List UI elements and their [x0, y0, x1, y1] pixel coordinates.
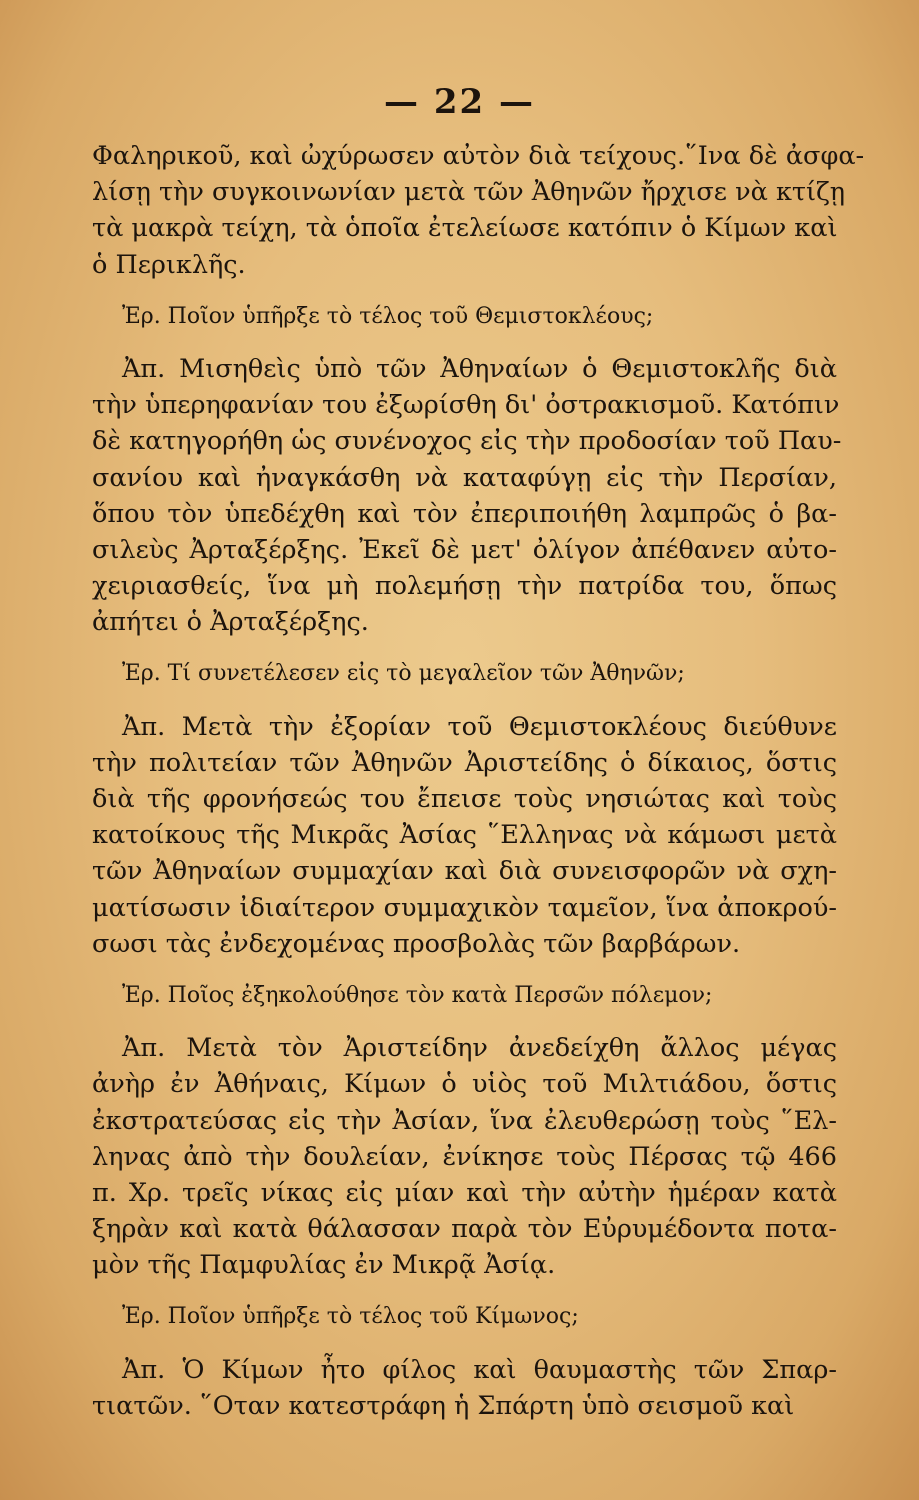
page-number: — 22 —	[384, 82, 535, 122]
text-line: ὅπου τὸν ὑπεδέχθη καὶ τὸν ἐπεριποιήθη λαμπρῶς ὁ βα-	[92, 498, 837, 529]
text-line: Ἀπ. Μισηθεὶς ὑπὸ τῶν Ἀθηναίων ὁ Θεμιστοκλῆς διὰ	[122, 353, 837, 384]
text-line: τὰ μακρὰ τείχη, τὰ ὁποῖα ἐτελείωσε κατόπιν ὁ Κίμων καὶ	[92, 213, 838, 244]
text-line: τιατῶν. ῞Οταν κατεστράφη ἡ Σπάρτη ὑπὸ σεισμοῦ καὶ	[92, 1390, 795, 1421]
question-paragraph	[92, 656, 837, 692]
text-line: κατοίκους τῆς Μικρᾶς Ἀσίας ῞Ελληνας νὰ κάμωσι μετὰ	[92, 820, 837, 851]
text-line: σιλεὺς Ἀρταξέρξης. Ἐκεῖ δὲ μετ' ὀλίγον ἀπέθανεν αὐτο-	[92, 534, 837, 565]
text-line: διὰ τῆς φρονήσεώς του ἔπεισε τοὺς νησιώτας καὶ τοὺς	[92, 784, 837, 814]
text-line: τῶν Ἀθηναίων συμμαχίαν καὶ διὰ συνεισφορῶν νὰ σχη-	[92, 856, 837, 887]
text-line: Ἀπ. Μετὰ τὸν Ἀριστείδην ἀνεδείχθη ἄλλος μέγας	[122, 1033, 837, 1064]
text-line: ἀπήτει ὁ Ἀρταξέρξης.	[92, 607, 369, 638]
text-line: Ἐρ. Ποῖον ὑπῆρξε τὸ τέλος τοῦ Θεμιστοκλέους;	[122, 303, 654, 329]
text-line: τὴν πολιτείαν τῶν Ἀθηνῶν Ἀριστείδης ὁ δίκαιος, ὅστις	[92, 747, 837, 778]
text-line: ληνας ἀπὸ τὴν δουλείαν, ἐνίκησε τοὺς Πέρσας τῷ 466	[92, 1141, 837, 1172]
text-line: π. Χρ. τρεῖς νίκας εἰς μίαν καὶ τὴν αὐτὴν ἡμέραν κατὰ	[92, 1177, 837, 1208]
page-text	[92, 138, 865, 1424]
text-line: ὁ Περικλῆς.	[92, 249, 246, 280]
text-line: σανίου καὶ ἠναγκάσθη νὰ καταφύγῃ εἰς τὴν Περσίαν,	[92, 462, 837, 493]
text-line: Ἐρ. Τί συνετέλεσεν εἰς τὸ μεγαλεῖον τῶν Ἀθηνῶν;	[122, 661, 685, 687]
text-line: Ἐρ. Ποῖον ὑπῆρξε τὸ τέλος τοῦ Κίμωνος;	[122, 1304, 579, 1330]
text-line: ξηρὰν καὶ κατὰ θάλασσαν παρὰ τὸν Εὐρυμέδοντα ποτα-	[92, 1214, 837, 1245]
text-line: χειριασθείς, ἵνα μὴ πολεμήσῃ τὴν πατρίδα του, ὅπως	[92, 571, 837, 602]
text-line: δὲ κατηγορήθη ὡς συνένοχος εἰς τὴν προδοσίαν τοῦ Παυ-	[92, 426, 842, 457]
text-line: Ἀπ. Μετὰ τὴν ἐξορίαν τοῦ Θεμιστοκλέους διεύθυνε	[122, 711, 837, 742]
text-line: ματίσωσιν ἰδιαίτερον συμμαχικὸν ταμεῖον, ἵνα ἀποκρού-	[92, 892, 837, 923]
text-line: τὴν ὑπερηφανίαν του ἐξωρίσθη δι' ὀστρακισμοῦ. Κατόπιν	[92, 390, 840, 421]
question-paragraph	[92, 299, 837, 335]
text-line: σωσι τὰς ἐνδεχομένας προσβολὰς τῶν βαρβάρων.	[92, 928, 741, 959]
text-line: Ἐρ. Ποῖος ἐξηκολούθησε τὸν κατὰ Περσῶν πόλεμον;	[122, 982, 713, 1008]
text-line: ἐκστρατεύσας εἰς τὴν Ἀσίαν, ἵνα ἐλευθερώσῃ τοὺς ῞Ελ-	[92, 1105, 837, 1136]
text-line: Ἀπ. Ὁ Κίμων ἦτο φίλος καὶ θαυμαστὴς τῶν Σπαρ-	[122, 1354, 837, 1385]
answer-paragraph	[92, 1352, 837, 1424]
question-paragraph	[92, 1299, 837, 1335]
text-line: ἀνὴρ ἐν Ἀθήναις, Κίμων ὁ υἱὸς τοῦ Μιλτιάδου, ὅστις	[92, 1069, 837, 1100]
answer-paragraph	[92, 351, 842, 641]
text-line: λίσῃ τὴν συγκοινωνίαν μετὰ τῶν Ἀθηνῶν ἤρχισε νὰ κτίζῃ	[92, 177, 846, 208]
question-paragraph	[92, 978, 837, 1014]
text-line: μὸν τῆς Παμφυλίας ἐν Μικρᾷ Ἀσίᾳ.	[92, 1250, 556, 1281]
answer-paragraph	[92, 1030, 837, 1283]
text-line: Φαληρικοῦ, καὶ ὠχύρωσεν αὐτὸν διὰ τείχους.῞Ινα δὲ ἀσφα-	[92, 141, 865, 171]
text-paragraph	[92, 138, 865, 283]
answer-paragraph	[92, 709, 837, 962]
